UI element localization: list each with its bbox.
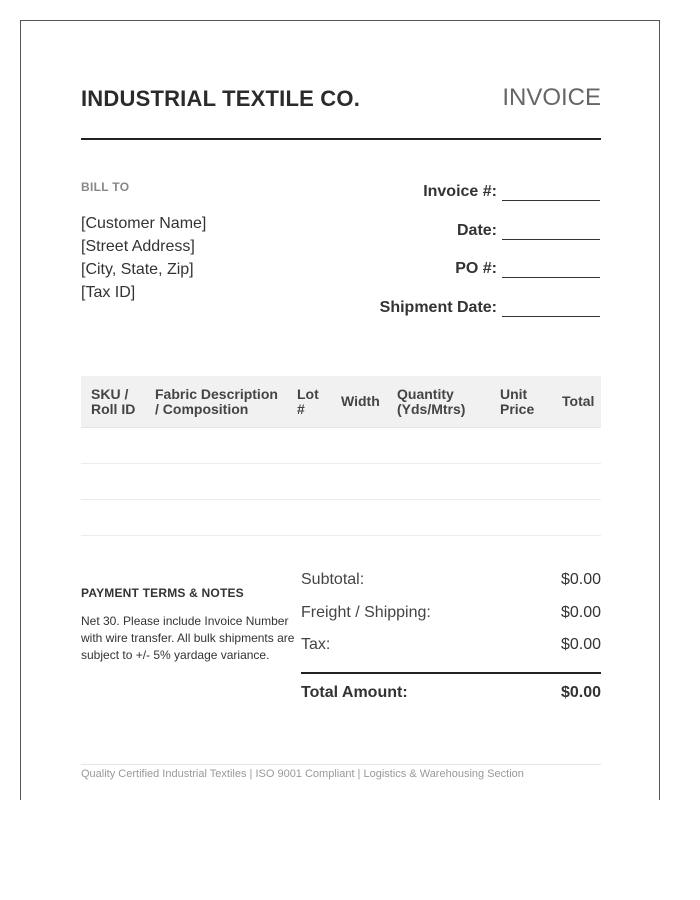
table-cell[interactable]: [387, 500, 490, 536]
total-amount-label: Total Amount:: [301, 684, 408, 701]
invoice-meta: [300, 183, 600, 337]
table-cell[interactable]: [81, 500, 145, 536]
meta-label: Shipment Date:: [379, 298, 497, 316]
table-cell[interactable]: [387, 428, 490, 464]
column-header-quantity: Quantity (Yds/Mtrs): [387, 376, 490, 428]
table-cell[interactable]: [287, 428, 331, 464]
meta-label: Date:: [456, 221, 497, 239]
bill-to-line: [City, State, Zip]: [81, 261, 194, 278]
table-cell[interactable]: [490, 428, 552, 464]
table-cell[interactable]: [331, 428, 387, 464]
table-cell[interactable]: [490, 464, 552, 500]
meta-row-date: [300, 222, 600, 261]
table-cell[interactable]: [145, 464, 287, 500]
table-cell[interactable]: [145, 500, 287, 536]
table-row: [81, 500, 601, 536]
table-cell[interactable]: [552, 500, 601, 536]
totals-section: [301, 568, 601, 701]
payment-terms-text: Net 30. Please include Invoice Number with wire transfer. All bulk shipments are subject to +/- 5% yardage variance.: [81, 614, 295, 662]
table-cell[interactable]: [331, 500, 387, 536]
invoice-number-field[interactable]: [502, 183, 600, 201]
column-header-lot: Lot #: [287, 376, 331, 428]
tax-value: $0.00: [560, 636, 601, 653]
total-amount-row: [301, 672, 601, 704]
table-cell[interactable]: [287, 464, 331, 500]
meta-row-po-number: [300, 260, 600, 299]
bill-to-line: [Street Address]: [81, 238, 195, 255]
table-cell[interactable]: [81, 428, 145, 464]
table-cell[interactable]: [490, 500, 552, 536]
table-cell[interactable]: [287, 500, 331, 536]
table-cell[interactable]: [145, 428, 287, 464]
table-cell[interactable]: [331, 464, 387, 500]
total-amount-value: $0.00: [560, 684, 601, 701]
shipment-date-field[interactable]: [502, 299, 600, 317]
subtotal-label: Subtotal:: [301, 571, 365, 588]
column-header-sku: SKU / Roll ID: [81, 376, 145, 428]
bill-to-line: [Customer Name]: [81, 215, 207, 232]
document-title: INVOICE: [502, 84, 601, 111]
line-items-table: [81, 376, 601, 536]
meta-row-invoice-number: [300, 183, 600, 222]
table-row: [81, 428, 601, 464]
table-cell[interactable]: [552, 464, 601, 500]
freight-label: Freight / Shipping:: [301, 603, 431, 621]
table-cell[interactable]: [552, 428, 601, 464]
freight-value: $0.00: [560, 603, 601, 621]
table-cell[interactable]: [387, 464, 490, 500]
date-field[interactable]: [502, 222, 600, 240]
meta-label: Invoice #:: [423, 183, 497, 200]
column-header-unit-price: Unit Price: [490, 376, 552, 428]
tax-label: Tax:: [301, 636, 331, 653]
bill-to-line: [Tax ID]: [81, 284, 136, 301]
subtotal-value: $0.00: [560, 571, 601, 588]
bill-to-address: [81, 212, 206, 304]
column-header-width: Width: [331, 376, 387, 428]
subtotal-row: [301, 568, 601, 601]
column-header-total: Total: [552, 376, 601, 428]
tax-row: [301, 633, 601, 666]
table-cell[interactable]: [81, 464, 145, 500]
company-name: INDUSTRIAL TEXTILE CO.: [81, 86, 361, 111]
meta-label: PO #:: [455, 260, 497, 277]
po-number-field[interactable]: [502, 260, 600, 278]
column-header-description: Fabric Description / Composition: [145, 376, 287, 428]
table-header-row: [81, 376, 601, 428]
invoice-page: [20, 20, 660, 800]
table-row: [81, 464, 601, 500]
invoice-header: [81, 84, 601, 140]
meta-row-shipment-date: [300, 299, 600, 338]
page-footer: Quality Certified Industrial Textiles | ISO 9001 Compliant | Logistics & Warehousing Section: [81, 764, 601, 780]
freight-row: [301, 601, 601, 634]
bill-to-label: BILL TO: [81, 180, 130, 194]
payment-terms-title: PAYMENT TERMS & NOTES: [81, 586, 244, 600]
